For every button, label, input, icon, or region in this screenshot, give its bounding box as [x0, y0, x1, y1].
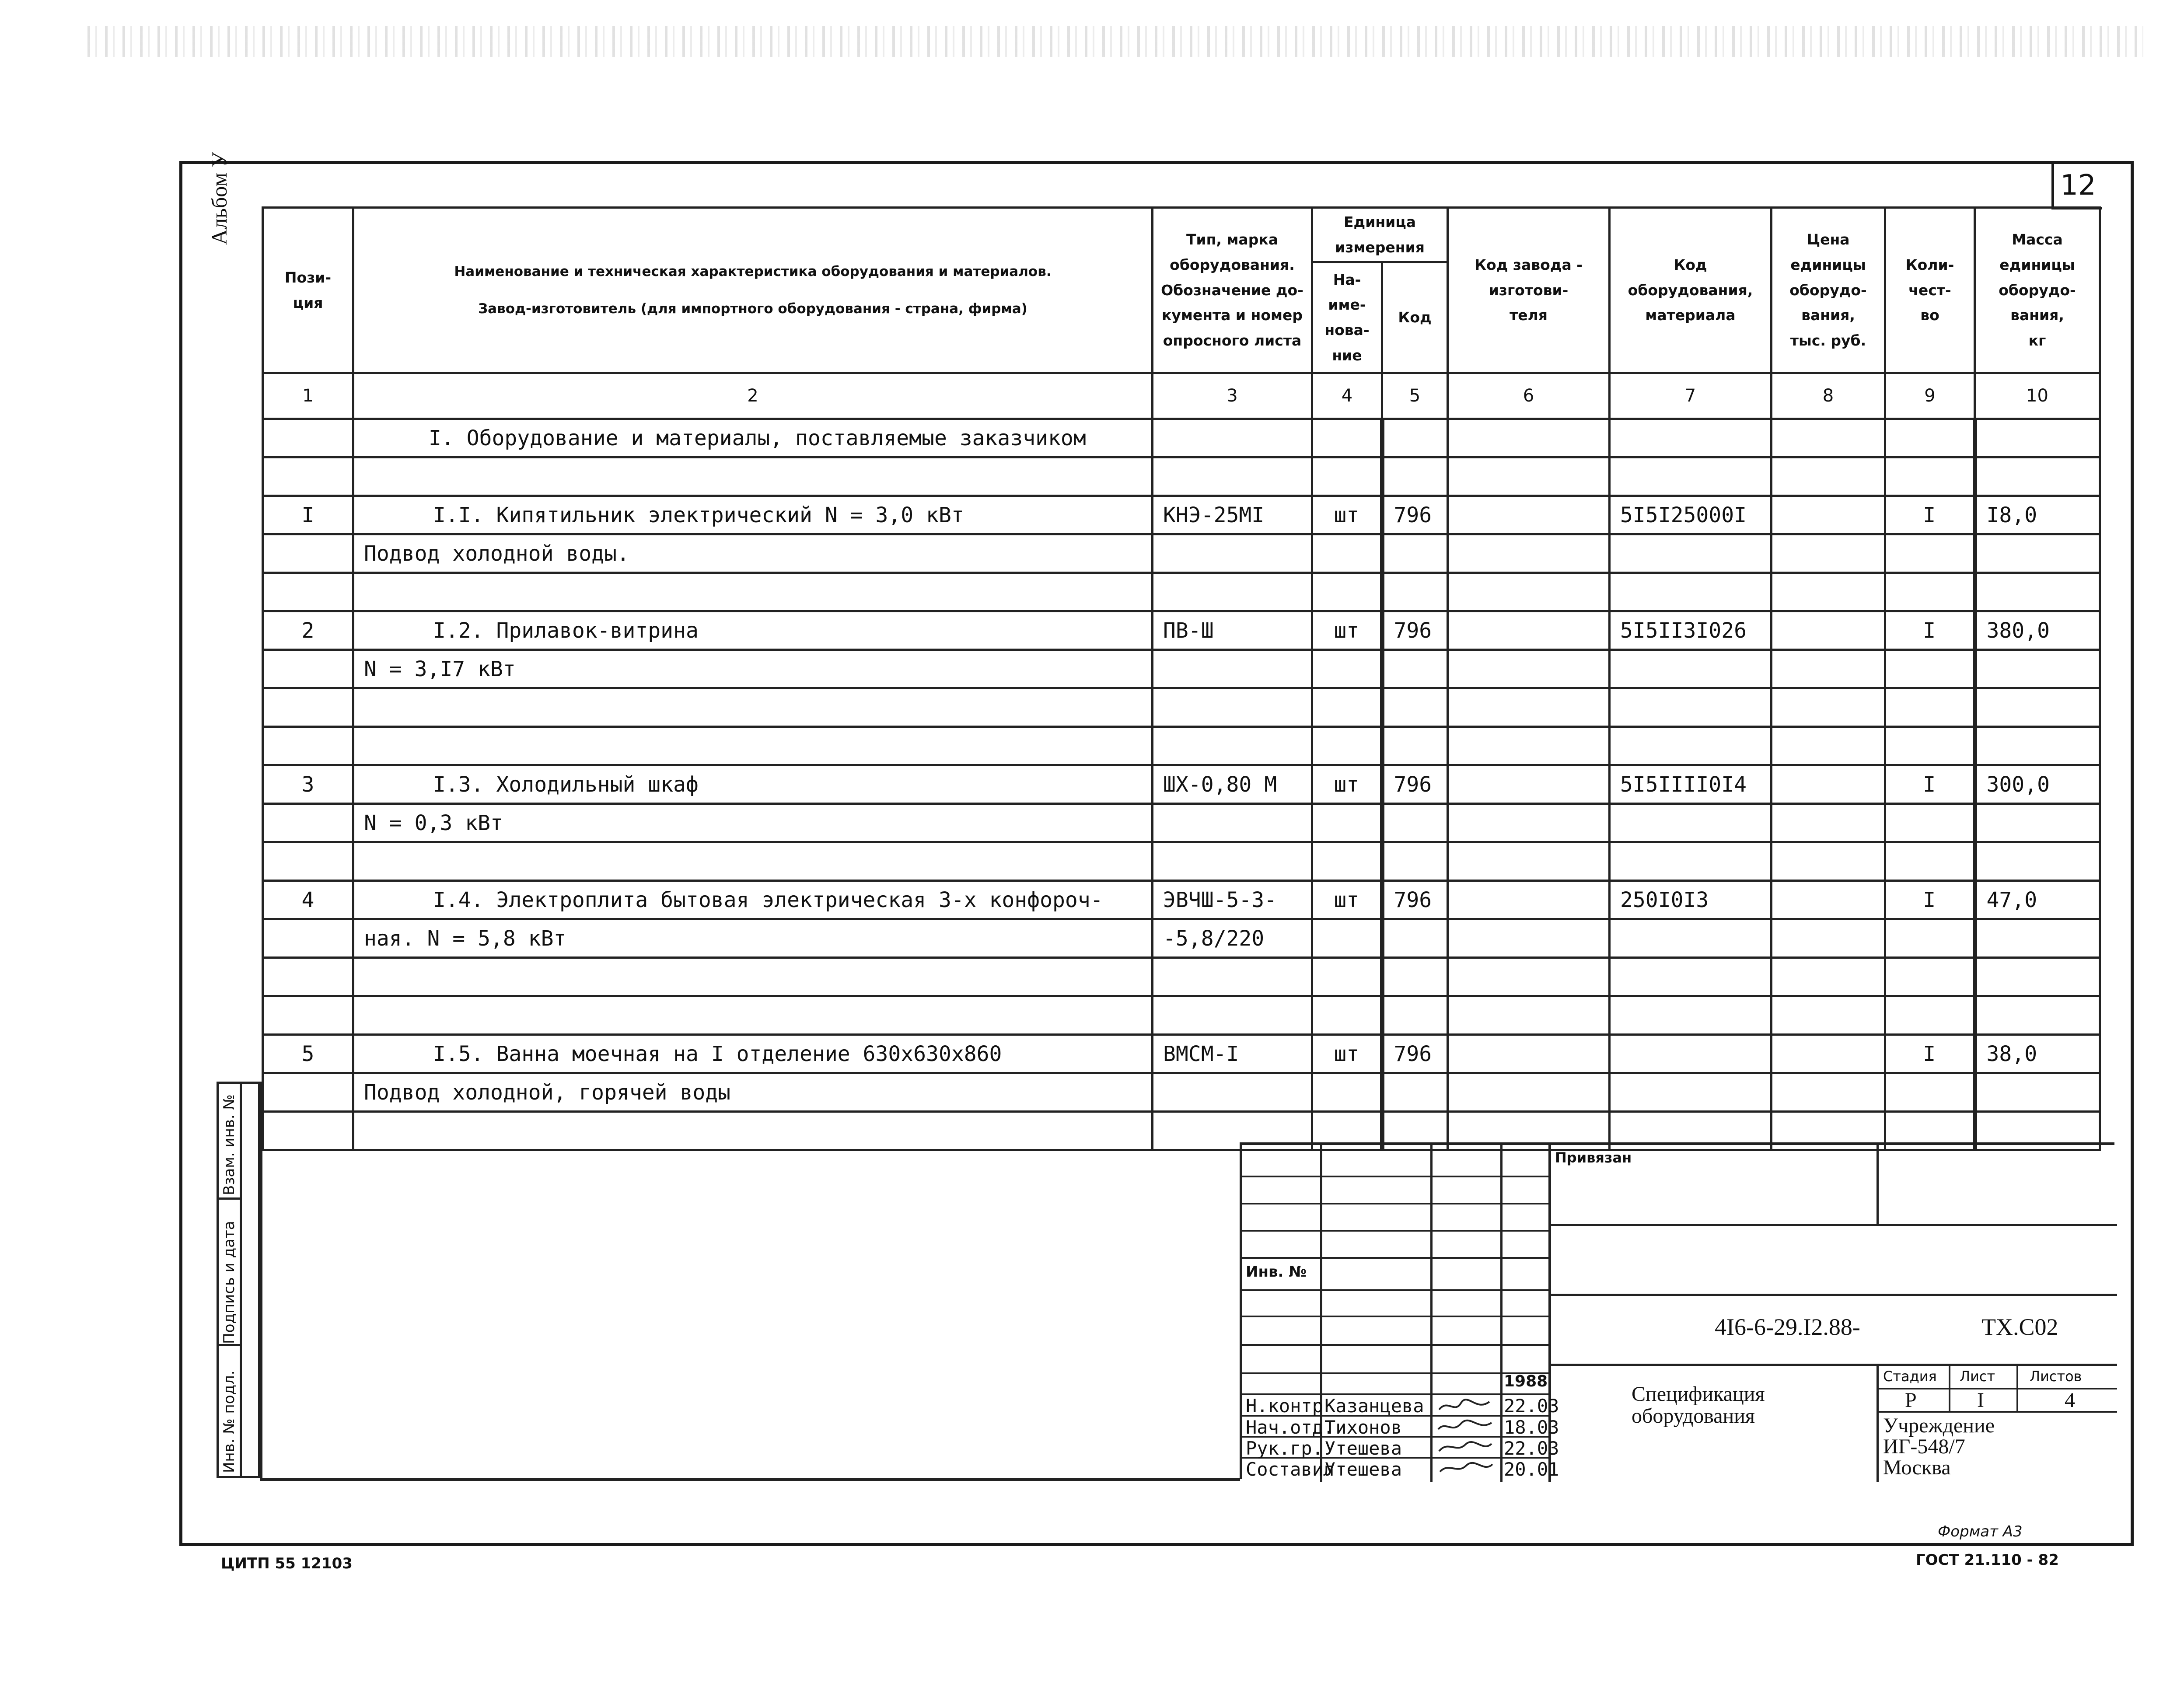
cell-unit: шт [1312, 881, 1382, 919]
cell-mass [1975, 842, 2100, 881]
cell-position: 3 [263, 765, 353, 804]
cell-price [1772, 881, 1885, 919]
cell-mass [1975, 804, 2100, 842]
cell-name: ная. N = 5,8 кВт [353, 919, 1153, 958]
header-unit-code: Код [1382, 262, 1448, 373]
cell-type [1153, 842, 1312, 881]
cell-position [263, 650, 353, 688]
cell-unit [1312, 457, 1382, 496]
cell-position [263, 804, 353, 842]
cell-mass [1975, 457, 2100, 496]
cell-type [1153, 804, 1312, 842]
cell-unit-code: 796 [1382, 611, 1448, 650]
cell-quantity: I [1885, 496, 1975, 534]
cell-mass [1975, 727, 2100, 765]
cell-equipment-code [1610, 842, 1772, 881]
cell-unit: шт [1312, 496, 1382, 534]
cell-price [1772, 534, 1885, 573]
cell-factory-code [1448, 919, 1610, 958]
cell-mass: 47,0 [1975, 881, 2100, 919]
role-sostavil: Составил [1246, 1459, 1335, 1480]
sheet-value: I [1977, 1389, 1984, 1412]
cell-unit [1312, 958, 1382, 996]
cell-quantity [1885, 958, 1975, 996]
cell-factory-code [1448, 650, 1610, 688]
cell-name: N = 0,3 кВт [353, 804, 1153, 842]
cell-unit-code [1382, 842, 1448, 881]
table-row [263, 496, 2100, 534]
inv-no-label: Инв. № [1246, 1263, 1307, 1281]
cell-equipment-code [1610, 804, 1772, 842]
cell-mass: 38,0 [1975, 1035, 2100, 1073]
cell-price [1772, 765, 1885, 804]
cell-mass: 300,0 [1975, 765, 2100, 804]
cell-name [353, 727, 1153, 765]
name-2: Утешева [1324, 1438, 1402, 1459]
document-code: 4I6-6-29.I2.88- [1715, 1314, 1860, 1340]
cell-equipment-code [1610, 573, 1772, 611]
cell-name [353, 1112, 1153, 1150]
cell-unit-code: 796 [1382, 496, 1448, 534]
table-row [263, 765, 2100, 804]
cell-unit [1312, 1073, 1382, 1112]
cell-quantity [1885, 919, 1975, 958]
cell-quantity [1885, 688, 1975, 727]
cell-name: I.5. Ванна моечная на I отделение 630х630х860 [353, 1035, 1153, 1073]
table-row [263, 996, 2100, 1035]
cell-type [1153, 650, 1312, 688]
role-ruk-gr: Рук.гр. [1246, 1438, 1324, 1459]
role-n-kontr: Н.контр [1246, 1395, 1324, 1417]
cell-unit-code [1382, 727, 1448, 765]
footer-left: ЦИТП 55 12103 [221, 1555, 353, 1572]
cell-mass [1975, 919, 2100, 958]
cell-name: N = 3,I7 кВт [353, 650, 1153, 688]
cell-quantity [1885, 842, 1975, 881]
cell-position [263, 457, 353, 496]
cell-price [1772, 611, 1885, 650]
specification-table [262, 206, 2101, 1151]
cell-equipment-code [1610, 688, 1772, 727]
table-row [263, 958, 2100, 996]
cell-name: Подвод холодной воды. [353, 534, 1153, 573]
cell-type: ЭВЧШ-5-3- [1153, 881, 1312, 919]
header-unit-name: На- име- нова- ние [1312, 262, 1382, 373]
cell-unit-code [1382, 573, 1448, 611]
cell-mass [1975, 996, 2100, 1035]
table-row [263, 727, 2100, 765]
cell-factory-code [1448, 1035, 1610, 1073]
cell-factory-code [1448, 842, 1610, 881]
table-row [263, 919, 2100, 958]
header-position: Пози- ция [263, 208, 353, 373]
cell-price [1772, 996, 1885, 1035]
cell-equipment-code: 5I5II3I026 [1610, 611, 1772, 650]
cell-equipment-code: 5I5I25000I [1610, 496, 1772, 534]
cell-mass [1975, 534, 2100, 573]
cell-name: Подвод холодной, горячей воды [353, 1073, 1153, 1112]
cell-price [1772, 1073, 1885, 1112]
column-number: 1 [263, 373, 353, 419]
cell-equipment-code [1610, 534, 1772, 573]
cell-mass [1975, 573, 2100, 611]
cell-position [263, 1112, 353, 1150]
cell-price [1772, 727, 1885, 765]
cell-equipment-code [1610, 650, 1772, 688]
cell-equipment-code [1610, 996, 1772, 1035]
cell-position [263, 919, 353, 958]
year: 1988 [1504, 1372, 1548, 1390]
cell-type [1153, 457, 1312, 496]
table-row [263, 881, 2100, 919]
cell-quantity [1885, 727, 1975, 765]
table-row [263, 611, 2100, 650]
cell-mass [1975, 688, 2100, 727]
cell-factory-code [1448, 457, 1610, 496]
organization: Учреждение ИГ-548/7 Москва [1883, 1414, 1995, 1479]
cell-type [1153, 958, 1312, 996]
sheets-value: 4 [2065, 1389, 2075, 1412]
title-block [1240, 1142, 2114, 1479]
name-1: Тихонов [1324, 1417, 1402, 1438]
column-number: 6 [1448, 373, 1610, 419]
cell-factory-code [1448, 1073, 1610, 1112]
cell-type [1153, 688, 1312, 727]
header-quantity: Коли- чест- во [1885, 208, 1975, 373]
cell-mass [1975, 650, 2100, 688]
cell-name [353, 573, 1153, 611]
sheets-label: Листов [2030, 1368, 2082, 1385]
cell-unit [1312, 534, 1382, 573]
header-equipment-code: Код оборудования, материала [1610, 208, 1772, 373]
cell-equipment-code: 250I0I3 [1610, 881, 1772, 919]
cell-unit-code [1382, 996, 1448, 1035]
cell-quantity [1885, 457, 1975, 496]
document-suffix: ТХ.С02 [1981, 1314, 2058, 1340]
table-row [263, 842, 2100, 881]
cell-position [263, 958, 353, 996]
signatures [1435, 1396, 1496, 1480]
cell-equipment-code [1610, 1035, 1772, 1073]
cell-unit [1312, 842, 1382, 881]
cell-unit-code [1382, 688, 1448, 727]
cell-factory-code [1448, 958, 1610, 996]
cell-factory-code [1448, 804, 1610, 842]
cell-unit [1312, 650, 1382, 688]
cell-equipment-code [1610, 727, 1772, 765]
cell-factory-code [1448, 496, 1610, 534]
cell-type: ПВ-Ш [1153, 611, 1312, 650]
column-number: 4 [1312, 373, 1382, 419]
cell-type [1153, 1073, 1312, 1112]
header-unit: Единица измерения [1312, 208, 1448, 262]
cell-type: ШХ-0,80 М [1153, 765, 1312, 804]
column-number: 7 [1610, 373, 1772, 419]
cell-unit-code [1382, 457, 1448, 496]
cell-mass: I8,0 [1975, 496, 2100, 534]
date-0: 22.03 [1504, 1395, 1559, 1417]
cell-price [1772, 457, 1885, 496]
date-3: 20.01 [1504, 1459, 1559, 1480]
cell-name: I.3. Холодильный шкаф [353, 765, 1153, 804]
cell-name: I.2. Прилавок-витрина [353, 611, 1153, 650]
cell-price [1772, 496, 1885, 534]
cell-position: 4 [263, 881, 353, 919]
cell-equipment-code [1610, 1073, 1772, 1112]
cell-quantity: I [1885, 1035, 1975, 1073]
header-factory-code: Код завода - изготови- теля [1448, 208, 1610, 373]
cell-quantity [1885, 1073, 1975, 1112]
cell-unit: шт [1312, 1035, 1382, 1073]
column-number: 3 [1153, 373, 1312, 419]
cell-position: 2 [263, 611, 353, 650]
cell-name [353, 457, 1153, 496]
cell-price [1772, 842, 1885, 881]
column-number: 9 [1885, 373, 1975, 419]
section-title-row [263, 419, 2100, 457]
table-row [263, 688, 2100, 727]
cell-factory-code [1448, 996, 1610, 1035]
header-name: Наименование и техническая характеристика оборудования и материалов. Завод-изготовитель (для импортного оборудования - страна, фирма) [353, 208, 1153, 373]
cell-price [1772, 650, 1885, 688]
cell-position [263, 842, 353, 881]
role-nach-otd: Нач.отд. [1246, 1417, 1335, 1438]
table-row [263, 534, 2100, 573]
cell-unit [1312, 804, 1382, 842]
cell-unit-code: 796 [1382, 1035, 1448, 1073]
cell-unit-code [1382, 919, 1448, 958]
cell-factory-code [1448, 727, 1610, 765]
cell-type: ВМСМ-I [1153, 1035, 1312, 1073]
cell-quantity [1885, 534, 1975, 573]
cell-position [263, 688, 353, 727]
table-row [263, 1073, 2100, 1112]
table-row [263, 573, 2100, 611]
cell-type [1153, 727, 1312, 765]
scan-noise-band [87, 26, 2143, 57]
cell-name: I.I. Кипятильник электрический N = 3,0 кВт [353, 496, 1153, 534]
cell-unit: шт [1312, 765, 1382, 804]
header-type: Тип, марка оборудования. Обозначение до- кумента и номер опросного листа [1153, 208, 1312, 373]
column-number: 8 [1772, 373, 1885, 419]
cell-factory-code [1448, 688, 1610, 727]
stage-value: Р [1905, 1389, 1917, 1412]
cell-unit-code [1382, 1073, 1448, 1112]
cell-name [353, 958, 1153, 996]
cell-position [263, 573, 353, 611]
left-stamp-strip [217, 1082, 260, 1478]
cell-unit-code [1382, 958, 1448, 996]
cell-quantity: I [1885, 765, 1975, 804]
cell-price [1772, 919, 1885, 958]
column-number: 10 [1975, 373, 2100, 419]
cell-unit-code [1382, 804, 1448, 842]
cell-quantity: I [1885, 611, 1975, 650]
cell-name [353, 996, 1153, 1035]
cell-type [1153, 534, 1312, 573]
cell-type: КНЭ-25МI [1153, 496, 1312, 534]
cell-price [1772, 804, 1885, 842]
date-1: 18.03 [1504, 1417, 1559, 1438]
name-3: Утешева [1324, 1459, 1402, 1480]
cell-unit-code: 796 [1382, 765, 1448, 804]
cell-unit-code: 796 [1382, 881, 1448, 919]
footer-right: ГОСТ 21.110 - 82 [1916, 1551, 2059, 1569]
cell-position: I [263, 496, 353, 534]
cell-unit [1312, 727, 1382, 765]
cell-type: -5,8/220 [1153, 919, 1312, 958]
cell-factory-code [1448, 765, 1610, 804]
album-label: Альбом У [207, 152, 231, 245]
cell-factory-code [1448, 573, 1610, 611]
cell-price [1772, 958, 1885, 996]
sheet-number: 12 [2051, 164, 2102, 209]
cell-equipment-code: 5I5IIII0I4 [1610, 765, 1772, 804]
table-row [263, 804, 2100, 842]
column-number: 5 [1382, 373, 1448, 419]
cell-position: 5 [263, 1035, 353, 1073]
header-mass: Масса единицы оборудо- вания, кг [1975, 208, 2100, 373]
document-title: Спецификация оборудования [1632, 1382, 1765, 1428]
cell-equipment-code [1610, 919, 1772, 958]
cell-unit-code [1382, 534, 1448, 573]
column-number-row [263, 373, 2100, 419]
cell-mass [1975, 958, 2100, 996]
cell-name [353, 842, 1153, 881]
column-number: 2 [353, 373, 1153, 419]
sheet-label: Лист [1960, 1368, 1995, 1385]
cell-price [1772, 688, 1885, 727]
table-row [263, 457, 2100, 496]
cell-quantity [1885, 804, 1975, 842]
cell-quantity [1885, 573, 1975, 611]
cell-equipment-code [1610, 958, 1772, 996]
cell-quantity [1885, 996, 1975, 1035]
cell-type [1153, 996, 1312, 1035]
cell-price [1772, 573, 1885, 611]
cell-name [353, 688, 1153, 727]
cell-factory-code [1448, 881, 1610, 919]
privyazan-label: Привязан [1555, 1149, 1632, 1166]
cell-quantity: I [1885, 881, 1975, 919]
cell-factory-code [1448, 534, 1610, 573]
cell-mass: 380,0 [1975, 611, 2100, 650]
inv-vzam-label: Взам. инв. № [220, 1094, 238, 1195]
stage-label: Стадия [1883, 1368, 1937, 1385]
table-row [263, 1035, 2100, 1073]
format-label: Формат А3 [1938, 1523, 2023, 1540]
cell-mass [1975, 1073, 2100, 1112]
cell-unit: шт [1312, 611, 1382, 650]
cell-unit [1312, 688, 1382, 727]
cell-factory-code [1448, 611, 1610, 650]
inv-podl-label: Инв. № подл. [220, 1370, 238, 1473]
cell-unit [1312, 919, 1382, 958]
cell-position [263, 534, 353, 573]
cell-price [1772, 1035, 1885, 1073]
cell-position [263, 1073, 353, 1112]
header-price: Цена единицы оборудо- вания, тыс. руб. [1772, 208, 1885, 373]
cell-type [1153, 573, 1312, 611]
cell-position [263, 727, 353, 765]
section-title: I. Оборудование и материалы, поставляемые заказчиком [353, 419, 1153, 457]
cell-unit [1312, 996, 1382, 1035]
date-2: 22.03 [1504, 1438, 1559, 1459]
sign-date-label: Подпись и дата [220, 1221, 238, 1344]
cell-unit [1312, 573, 1382, 611]
cell-quantity [1885, 650, 1975, 688]
cell-name: I.4. Электроплита бытовая электрическая 3-х конфороч- [353, 881, 1153, 919]
cell-position [263, 996, 353, 1035]
cell-equipment-code [1610, 457, 1772, 496]
table-row [263, 650, 2100, 688]
cell-unit-code [1382, 650, 1448, 688]
name-0: Казанцева [1324, 1395, 1424, 1417]
